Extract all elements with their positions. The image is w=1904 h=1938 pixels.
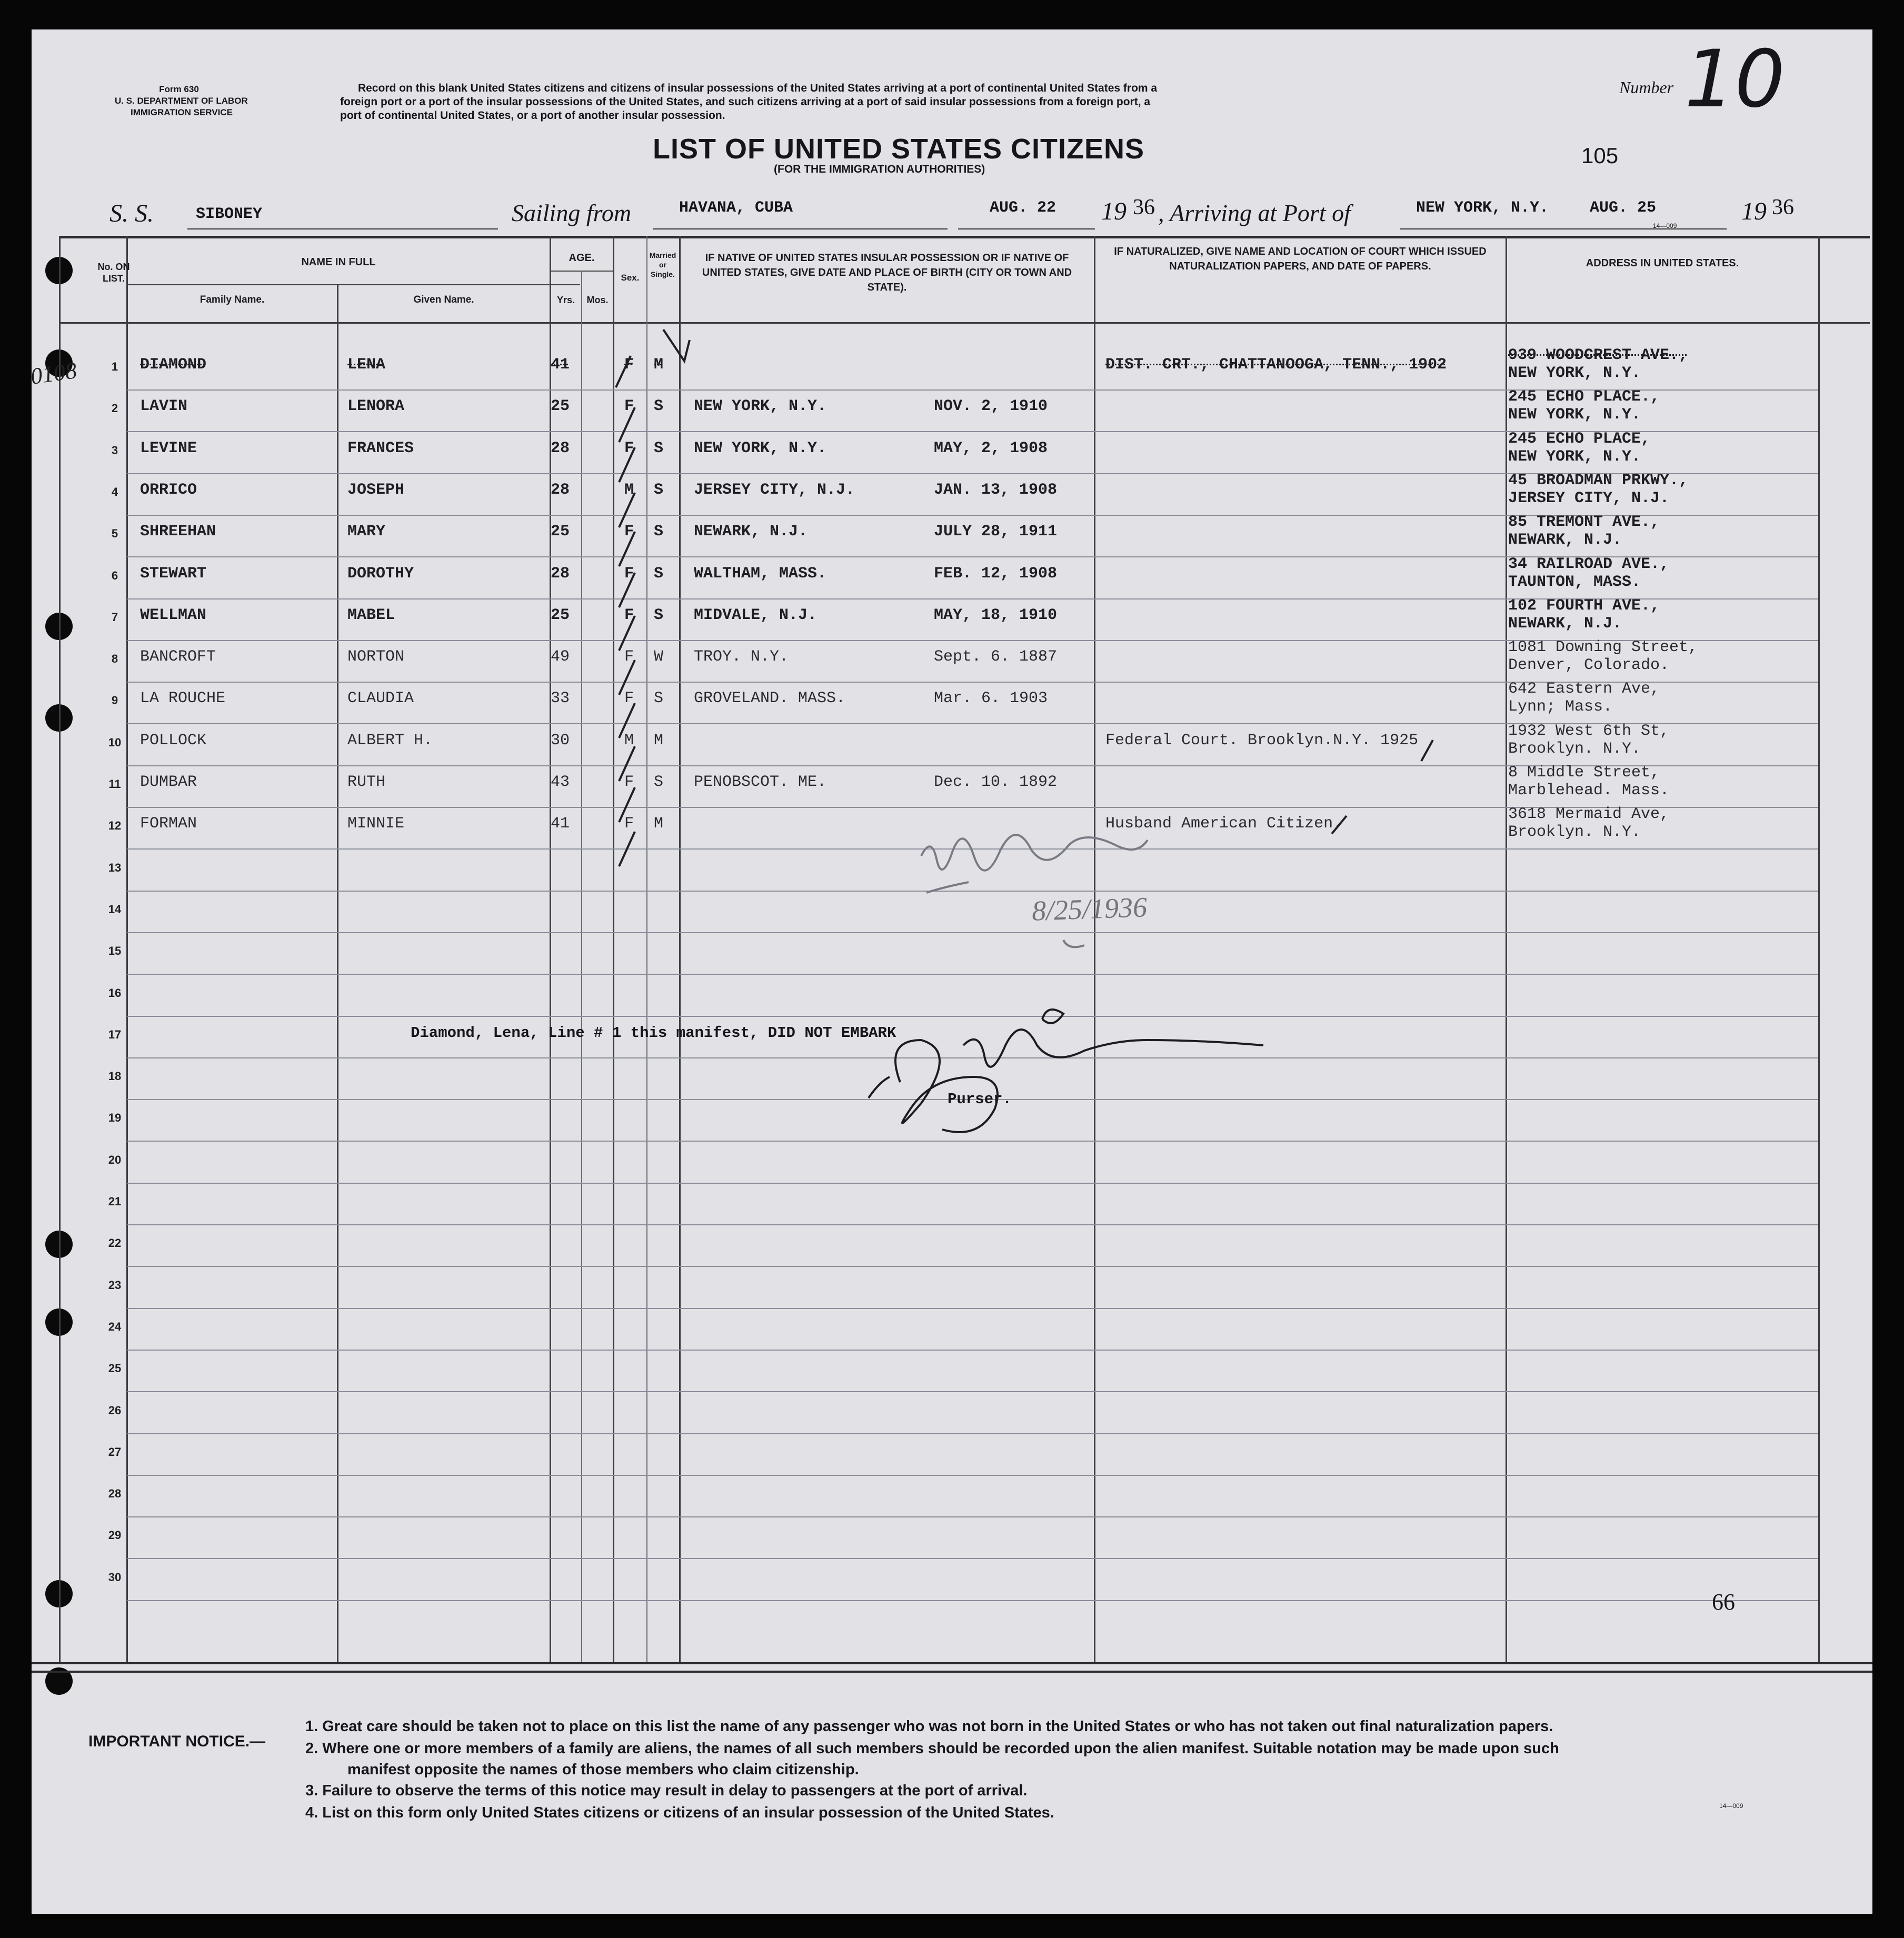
header-no-on-list: No. ON LIST.: [97, 262, 130, 284]
sex: F: [624, 606, 634, 624]
instructions-line-1: Record on this blank United States citizens and citizens of insular possessions of the United States arriving at a port of continental United States from a: [358, 82, 1158, 94]
age-years: 41: [551, 356, 570, 374]
notice-code: 14—009: [1719, 1802, 1743, 1810]
family-name: LEVINE: [140, 439, 197, 457]
row-number: 22: [108, 1236, 122, 1250]
row-number: 21: [108, 1195, 122, 1208]
birth-date: Mar. 6. 1903: [934, 690, 1048, 708]
age-years: 41: [551, 815, 570, 833]
sex: F: [624, 690, 634, 708]
birth-date: JAN. 13, 1908: [934, 481, 1058, 499]
marital-status: W: [654, 648, 664, 666]
address-line-1: 245 ECHO PLACE.,: [1508, 388, 1660, 406]
margin-note: 0108: [29, 357, 78, 389]
row-number: 17: [108, 1027, 122, 1041]
header-months: Mos.: [586, 295, 609, 305]
birth-place: NEW YORK, N.Y.: [694, 439, 827, 457]
row-number: 9: [111, 694, 118, 707]
given-name: LENA: [347, 356, 386, 374]
purser-signature: [869, 1010, 1263, 1132]
address-line-2: NEW YORK, N.Y.: [1508, 447, 1641, 466]
row-number: 20: [108, 1153, 122, 1166]
notice-item-4: 4. List on this form only United States citizens or citizens of an insular possession of the United States.: [305, 1804, 1054, 1821]
address-line-2: NEWARK, N.J.: [1508, 614, 1622, 633]
birth-place: NEWARK, N.J.: [694, 523, 808, 541]
age-years: 25: [551, 523, 570, 541]
sex: F: [624, 815, 634, 833]
marital-status: S: [654, 690, 664, 708]
family-name: POLLOCK: [140, 731, 207, 750]
footer-stamp: 66: [1712, 1589, 1735, 1615]
birth-place: TROY. N.Y.: [694, 648, 789, 666]
age-years: 43: [551, 773, 570, 791]
sex: F: [624, 523, 634, 541]
marital-status: M: [654, 731, 664, 750]
sex: F: [624, 773, 634, 791]
marital-status: S: [654, 606, 664, 624]
address-line-1: 642 Eastern Ave,: [1508, 680, 1660, 698]
row-number: 29: [108, 1529, 122, 1542]
row-number: 12: [108, 819, 122, 833]
form-number: Form 630: [159, 84, 199, 94]
row-number: 6: [111, 568, 118, 582]
birth-place: WALTHAM, MASS.: [694, 564, 827, 583]
address-line-1: 8 Middle Street,: [1508, 764, 1660, 782]
row-number: 7: [111, 610, 118, 624]
ss-label: S. S.: [109, 199, 154, 227]
print-code: 14—009: [1653, 222, 1677, 229]
marital-status: M: [654, 356, 664, 374]
departure-date: AUG. 22: [990, 199, 1056, 217]
inspector-date: 8/25/1936: [1031, 891, 1148, 927]
address-line-2: Brooklyn. N.Y.: [1508, 823, 1641, 842]
inspector-signature: [921, 835, 1148, 947]
given-name: MARY: [347, 523, 386, 541]
sex: M: [624, 481, 634, 499]
arrival-year: 36: [1772, 195, 1794, 219]
year-prefix: 19: [1741, 197, 1767, 225]
family-name: WELLMAN: [140, 606, 207, 624]
address-line-1: 3618 Mermaid Ave,: [1508, 805, 1670, 824]
address-line-1: 85 TREMONT AVE.,: [1508, 513, 1660, 532]
birth-place: NEW YORK, N.Y.: [694, 397, 827, 416]
marital-status: S: [654, 523, 664, 541]
row-number: 28: [108, 1487, 122, 1501]
row-number: 19: [108, 1111, 122, 1125]
notice-item-3: 3. Failure to observe the terms of this notice may result in delay to passengers at the port of arrival.: [305, 1782, 1028, 1799]
birth-place: GROVELAND. MASS.: [694, 690, 846, 708]
department-line: U. S. DEPARTMENT OF LABOR: [115, 96, 248, 106]
row-number: 26: [108, 1403, 122, 1417]
row-number: 3: [111, 443, 118, 457]
instructions-line-2: foreign port or a port of the insular possessions of the United States, and such citizens arriving at a port of said insular possessions from a foreign port, a: [340, 96, 1151, 108]
age-years: 25: [551, 606, 570, 624]
age-years: 49: [551, 648, 570, 666]
row-number: 2: [111, 402, 118, 415]
row-number: 4: [111, 485, 118, 498]
address-line-1: 1932 West 6th St,: [1508, 722, 1670, 740]
age-years: 30: [551, 731, 570, 750]
notice-item-2: 2. Where one or more members of a family are aliens, the names of all such members should be recorded upon the alien manifest. Suitable notation may be made upon such: [305, 1740, 1559, 1757]
family-name: STEWART: [140, 564, 207, 583]
row-number: 18: [108, 1070, 122, 1083]
row-number: 14: [108, 902, 122, 916]
ship-name: SIBONEY: [196, 205, 263, 223]
sex: F: [624, 439, 634, 457]
address-line-2: NEWARK, N.J.: [1508, 531, 1622, 550]
age-years: 33: [551, 690, 570, 708]
row-number: 16: [108, 986, 122, 1000]
birth-place: JERSEY CITY, N.J.: [694, 481, 855, 499]
naturalization: Husband American Citizen.: [1105, 815, 1343, 833]
given-name: MINNIE: [347, 815, 405, 833]
given-name: LENORA: [347, 397, 405, 416]
address-line-1: 245 ECHO PLACE,: [1508, 429, 1651, 448]
naturalization: DIST. CRT., CHATTANOOGA, TENN., 1902: [1105, 356, 1447, 374]
given-name: DOROTHY: [347, 564, 414, 583]
address-line-1: 1081 Downing Street,: [1508, 638, 1698, 657]
marital-status: S: [654, 397, 664, 416]
arrival-date: AUG. 25: [1590, 199, 1657, 217]
sailing-from: HAVANA, CUBA: [679, 199, 793, 217]
given-name: MABEL: [347, 606, 395, 624]
birth-date: NOV. 2, 1910: [934, 397, 1048, 416]
row-number: 5: [111, 527, 118, 541]
row-number: 15: [108, 944, 122, 958]
birth-date: Sept. 6. 1887: [934, 648, 1058, 666]
row-number: 25: [108, 1362, 122, 1375]
marital-status: S: [654, 773, 664, 791]
given-name: ALBERT H.: [347, 731, 433, 750]
instructions-line-3: port of continental United States, or a port of another insular possession.: [340, 109, 725, 122]
row-number: 27: [108, 1445, 122, 1459]
row-number: 30: [108, 1570, 122, 1584]
header-address: ADDRESS IN UNITED STATES.: [1586, 257, 1739, 269]
manifest-sheet: [29, 29, 1872, 1914]
page-stamp: 105: [1581, 143, 1619, 168]
row-number: 1: [111, 360, 118, 373]
address-line-2: Denver, Colorado.: [1508, 656, 1670, 675]
sex: F: [624, 356, 634, 374]
header-birth: IF NATIVE OF UNITED STATES INSULAR POSSESSION OR IF NATIVE OF UNITED STATES, GIVE DATE AND PLACE OF BIRTH (CITY OR TOWN AND STATE).: [702, 252, 1072, 293]
notice-item-1: 1. Great care should be taken not to place on this list the name of any passenger who was not born in the United States or who has not taken out final naturalization papers.: [305, 1718, 1553, 1735]
header-years: Yrs.: [556, 295, 575, 305]
row-number: 24: [108, 1320, 122, 1333]
address-line-1: 939 WOODCREST AVE.,: [1508, 346, 1689, 364]
address-line-1: 34 RAILROAD AVE.,: [1508, 555, 1670, 573]
header-name-in-full: NAME IN FULL: [301, 256, 376, 268]
family-name: DUMBAR: [140, 773, 197, 791]
year-prefix: 19: [1101, 197, 1127, 225]
marital-status: S: [654, 481, 664, 499]
row-number: 23: [108, 1278, 122, 1292]
header-given-name: Given Name.: [413, 294, 474, 305]
age-years: 28: [551, 439, 570, 457]
address-line-2: Lynn; Mass.: [1508, 698, 1613, 716]
address-line-2: Brooklyn. N.Y.: [1508, 740, 1641, 758]
address-line-2: Marblehead. Mass.: [1508, 782, 1670, 800]
birth-date: MAY, 18, 1910: [934, 606, 1058, 624]
marital-status: M: [654, 815, 664, 833]
purser-label: Purser.: [948, 1091, 1012, 1108]
row-number: 8: [111, 652, 118, 666]
header-family-name: Family Name.: [200, 294, 265, 305]
signature-marks: [32, 29, 1872, 1914]
given-name: CLAUDIA: [347, 690, 414, 708]
marital-status: S: [654, 439, 664, 457]
family-name: SHREEHAN: [140, 523, 216, 541]
header-sex: Sex.: [621, 273, 640, 283]
header-naturalized: IF NATURALIZED, GIVE NAME AND LOCATION OF COURT WHICH ISSUED NATURALIZATION PAPERS, AND DATE OF PAPERS.: [1114, 246, 1487, 272]
birth-place: MIDVALE, N.J.: [694, 606, 818, 624]
arriving-label: , Arriving at Port of: [1158, 199, 1351, 226]
address-line-1: 45 BROADMAN PRKWY.,: [1508, 471, 1689, 490]
age-years: 28: [551, 481, 570, 499]
family-name: ORRICO: [140, 481, 197, 499]
number-value: 10: [1684, 34, 1785, 125]
given-name: FRANCES: [347, 439, 414, 457]
sailing-label: Sailing from: [512, 199, 632, 226]
departure-year: 36: [1133, 195, 1155, 219]
given-name: RUTH: [347, 773, 386, 791]
address-line-2: NEW YORK, N.Y.: [1508, 406, 1641, 424]
address-line-2: JERSEY CITY, N.J.: [1508, 489, 1670, 507]
row-number: 13: [108, 861, 122, 874]
address-line-1: 102 FOURTH AVE.,: [1508, 596, 1660, 615]
number-label: Number: [1619, 78, 1674, 97]
row-number: 10: [108, 735, 122, 749]
notice-label: IMPORTANT NOTICE.—: [88, 1733, 266, 1750]
page-title: LIST OF UNITED STATES CITIZENS: [653, 133, 1144, 165]
age-years: 28: [551, 564, 570, 583]
birth-date: FEB. 12, 1908: [934, 564, 1058, 583]
birth-date: MAY, 2, 1908: [934, 439, 1048, 457]
sex: F: [624, 397, 634, 416]
family-name: LAVIN: [140, 397, 188, 416]
sex: F: [624, 564, 634, 583]
family-name: DIAMOND: [140, 356, 207, 374]
family-name: FORMAN: [140, 815, 197, 833]
service-line: IMMIGRATION SERVICE: [131, 107, 233, 117]
naturalization: Federal Court. Brooklyn.N.Y. 1925: [1105, 731, 1419, 750]
page-subtitle: (FOR THE IMMIGRATION AUTHORITIES): [774, 163, 985, 175]
birth-date: JULY 28, 1911: [934, 523, 1058, 541]
family-name: BANCROFT: [140, 648, 216, 666]
address-line-2: TAUNTON, MASS.: [1508, 573, 1641, 591]
given-name: NORTON: [347, 648, 405, 666]
birth-date: Dec. 10. 1892: [934, 773, 1058, 791]
birth-place: PENOBSCOT. ME.: [694, 773, 827, 791]
check-marks: [616, 329, 1433, 866]
notice-item-2-cont: manifest opposite the names of those members who claim citizenship.: [347, 1761, 859, 1778]
family-name: LA ROUCHE: [140, 690, 226, 708]
row-number: 11: [108, 777, 121, 791]
arrival-port: NEW YORK, N.Y.: [1416, 199, 1549, 217]
address-line-2: NEW YORK, N.Y.: [1508, 364, 1641, 382]
header-age: AGE.: [569, 252, 595, 264]
header-married-single: Married or Single.: [649, 251, 676, 278]
sex: M: [624, 731, 634, 750]
did-not-embark-note: Diamond, Lena, Line # 1 this manifest, DID NOT EMBARK: [411, 1024, 896, 1042]
marital-status: S: [654, 564, 664, 583]
sex: F: [624, 648, 634, 666]
given-name: JOSEPH: [347, 481, 405, 499]
age-years: 25: [551, 397, 570, 416]
